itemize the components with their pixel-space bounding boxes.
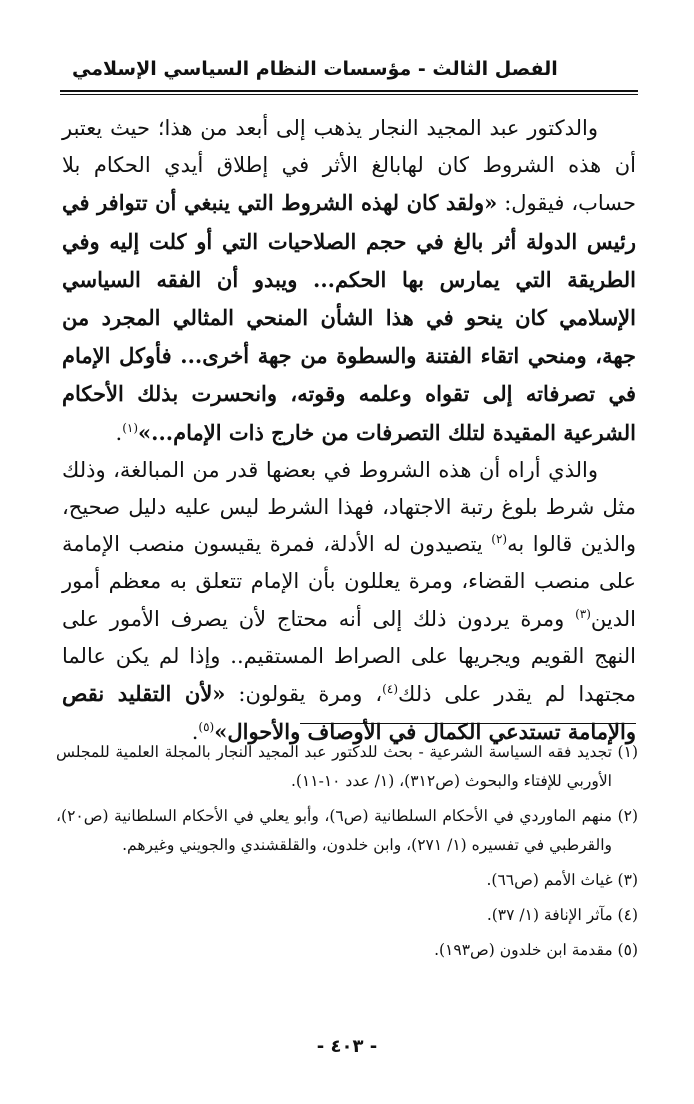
paragraph-2-quote: «لأن التقليد نقص والإمامة تستدعي الكمال في الأوصاف والأحوال» (62, 681, 636, 745)
paragraph-1 (62, 110, 636, 452)
paragraph-2 (62, 452, 636, 752)
paragraph-2-text-b: يتصيدون له الأدلة، فمرة يقيسون منصب الإمامة على منصب القضاء، ومرة يعللون بأن الإمام تتعلق به معظم أمور الدين (62, 532, 636, 631)
footnote-ref-5: (٥) (198, 720, 215, 735)
footnote-3: (٣) غياث الأمم (ص٦٦). (486, 871, 638, 889)
paragraph-1-end: . (115, 420, 123, 445)
paragraph-1-text: والدكتور عبد المجيد النجار يذهب إلى أبعد من هذا؛ حيث يعتبر أن هذه الشروط كان لهابالغ الأثر في إطلاق أيدي الحكام بلا حساب، فيقول: (62, 116, 636, 216)
footnote-4: (٤) مآثر الإنافة (١/ ٣٧). (486, 906, 638, 924)
paragraph-1-quote: «ولقد كان لهذه الشروط التي ينبغي أن تتوافر في رئيس الدولة أثر بالغ في حجم الصلاحيات التي أو كلت إليه وفي الطريقة التي يمارس بها الحكم... ويبدو أن الفقه السياسي الإسلامي كان ينحو في هذا الشأن المنحي المثالي المجرد من جهة، ومنحي اتقاء الفتنة والسطوة من جهة أخرى... فأوكل الإمام في تصرفاته إلى تقواه وعلمه وقوته، وانحسرت بذلك الأحكام الشرعية المقيدة لتلك التصرفات من خارج ذات الإمام...» (62, 190, 636, 445)
footnote-ref-2: (٢) (491, 532, 508, 547)
paragraph-2-end: . (191, 720, 199, 745)
paragraph-2-text-a: والذي أراه أن هذه الشروط في بعضها قدر من المبالغة، وذلك مثل شرط بلوغ رتبة الاجتهاد، فهذا الشرط ليس عليه دليل صحيح، والذين قالوا به (62, 457, 636, 557)
main-text (62, 110, 636, 751)
paragraph-2-text-d: ، ومرة يقولون: (225, 682, 383, 707)
header-rule-thin (60, 94, 638, 95)
footnote-ref-3: (٣) (575, 606, 591, 621)
footnote-5: (٥) مقدمة ابن خلدون (ص١٩٣). (434, 941, 638, 959)
footnote-1: (١) تجديد فقه السياسة الشرعية - بحث للدكتور عبد المجيد النجار بالمجلة العلمية للمجلس الأوربي للإفتاء والبحوث (ص٣١٢)، (١/ عدد ١٠-١١). (56, 743, 638, 790)
footnote-2: (٢) منهم الماوردي في الأحكام السلطانية (ص٦)، وأبو يعلي في الأحكام السلطانية (ص٢٠)، والقرطبي في تفسيره (١/ ٢٧١)، وابن خلدون، والقلقشندي والجويني وغيرهم. (56, 807, 639, 854)
page-number: - ٤٠٣ - (316, 1036, 378, 1057)
footnotes (56, 738, 638, 971)
running-header: الفصل الثالث - مؤسسات النظام السياسي الإسلامي (72, 58, 558, 80)
paragraph-2-text-c: ومرة يردون ذلك إلى أنه محتاج لأن يصرف الأمور على النهج القويم ويجريها على الصراط المستقيم.. وإذا لم يكن عالما مجتهدا لم يقدر على ذلك (62, 606, 636, 707)
header-rule (60, 90, 638, 92)
footnote-separator (300, 723, 636, 724)
footnote-ref-4: (٤) (382, 682, 398, 697)
footnote-ref-1: (١) (122, 420, 139, 435)
